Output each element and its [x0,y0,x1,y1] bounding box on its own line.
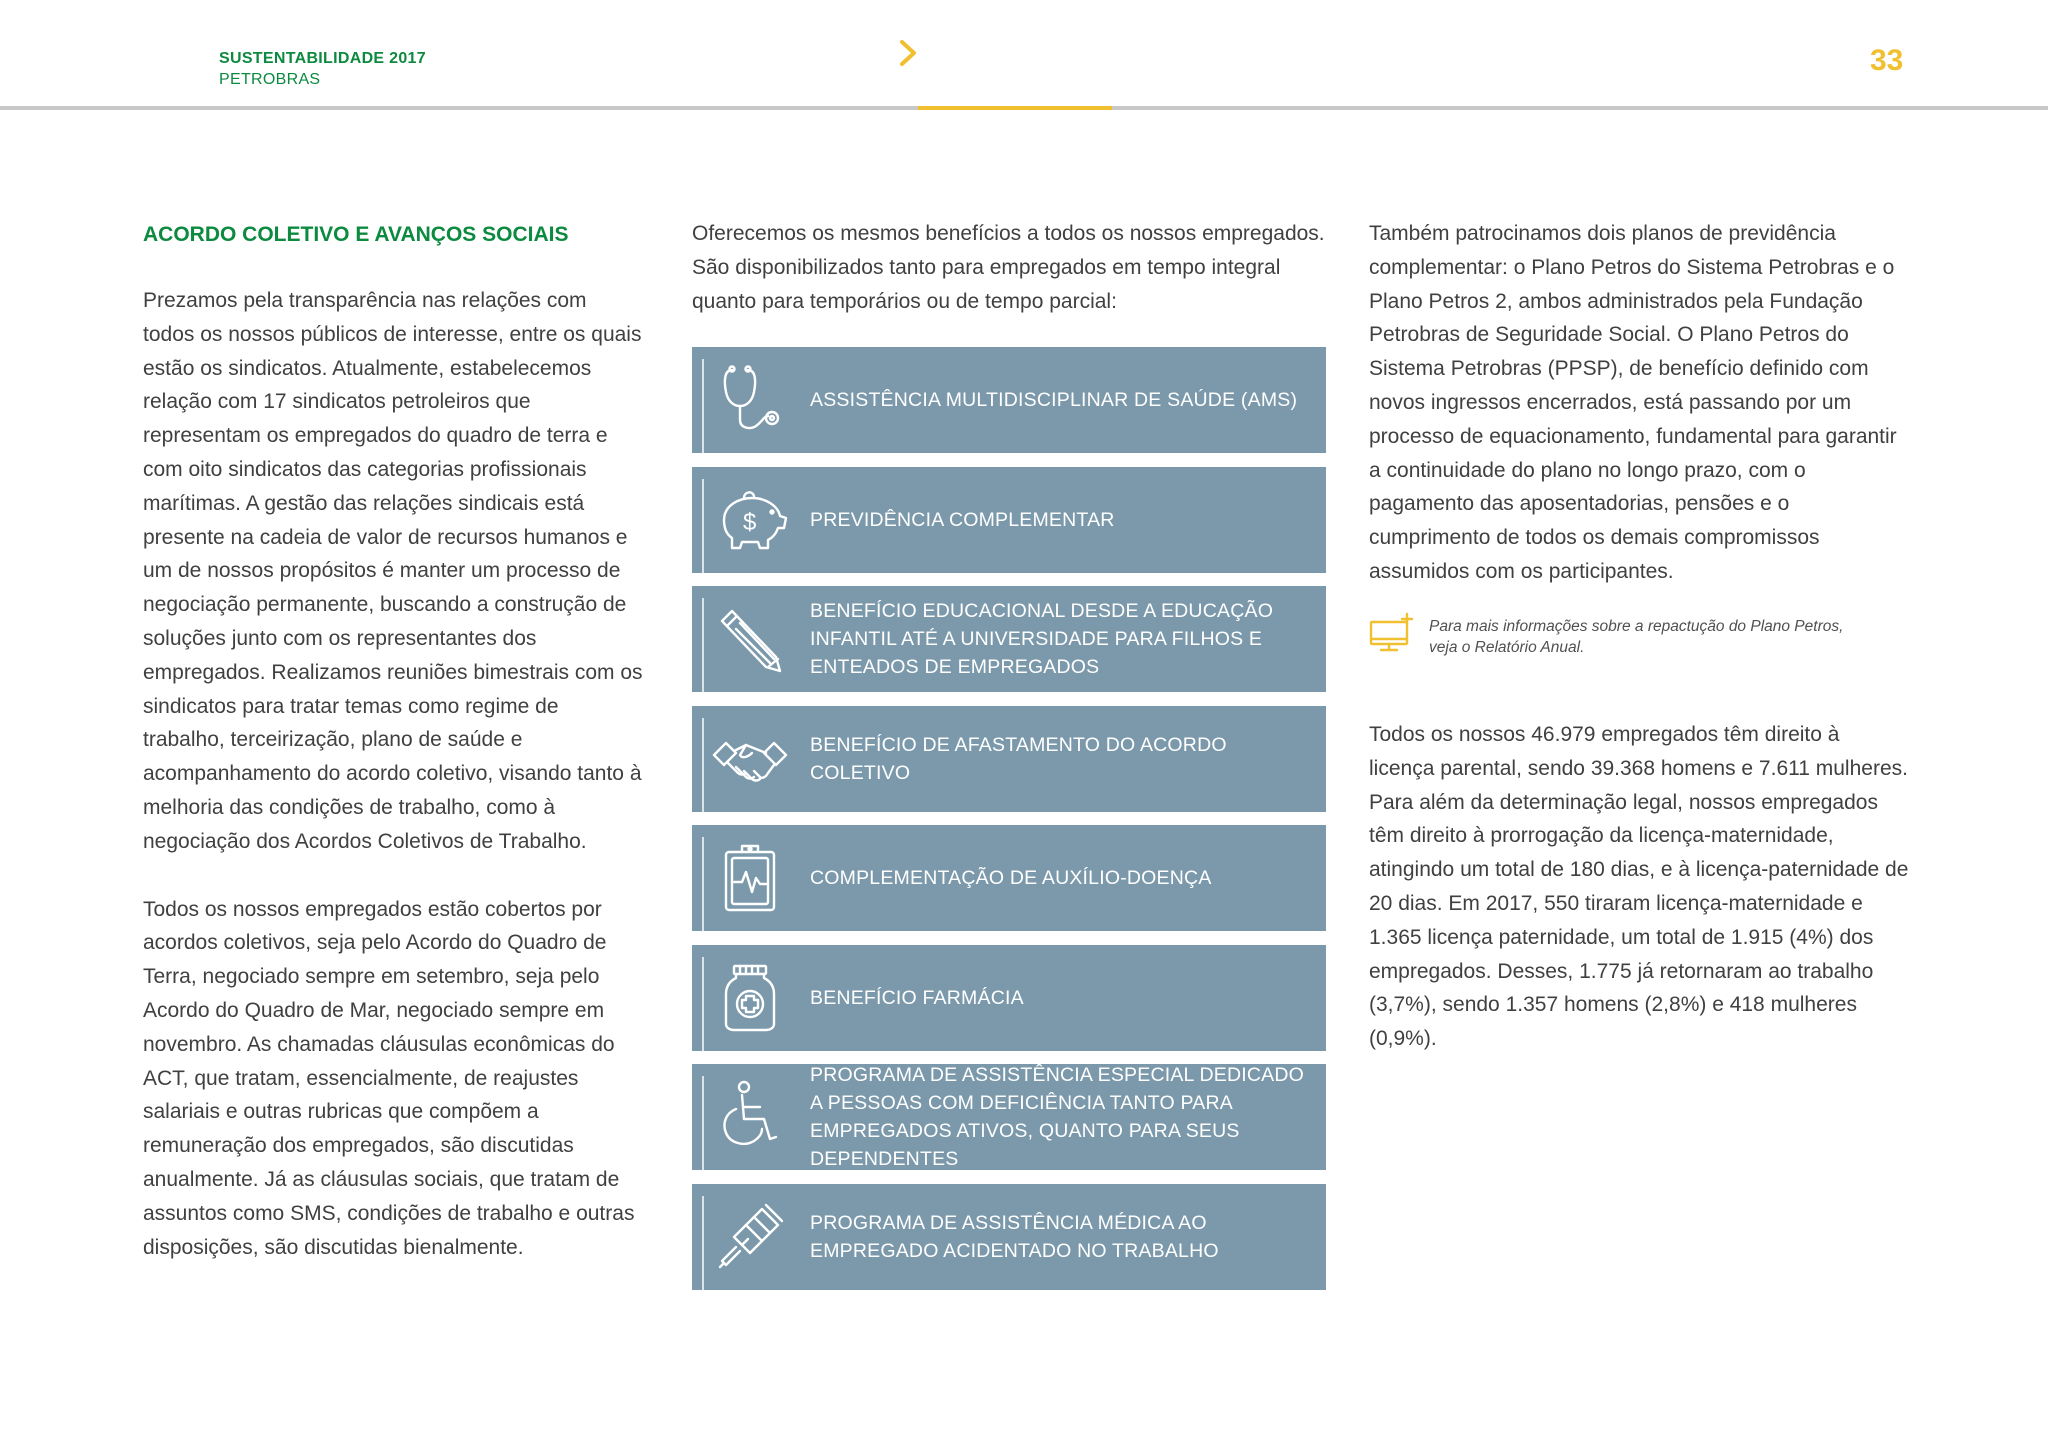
header-accent-bar [918,106,1112,110]
page-number: 33 [1870,44,1904,77]
benefits-list [692,347,1326,1303]
body-paragraph: Prezamos pela transparência nas relações com todos os nossos públicos de interesse, entre os quais estão os sindicatos. Atualmente, estabelecemos relação com 17 sindicatos petroleiros que representam os empregados do quadro de terra e com oito sindicatos das categorias profissionais marítimas. A gestão das relações sindicais está presente na cadeia de valor de recursos humanos e um de nossos propósitos é manter um processo de negociação permanente, buscando a construção de soluções junto com os representantes dos empregados. Realizamos reuniões bimestrais com os sindicatos para tratar temas como regime de trabalho, terceirização, plano de saúde e acompanhamento do acordo coletivo, visando tanto à melhoria das condições de trabalho, como à negociação dos Acordos Coletivos de Trabalho. [143,289,643,853]
right-column-lower [1369,718,1909,1056]
handshake-icon [710,719,790,799]
benefit-item [692,467,1326,573]
benefit-label: ASSISTÊNCIA MULTIDISCIPLINAR DE SAÚDE (AMS) [810,389,1298,411]
benefit-label: PREVIDÊNCIA COMPLEMENTAR [810,508,1115,531]
note-text: Para mais informações sobre a repactução do Plano Petros, veja o Relatório Anual. [1429,618,1844,656]
piggy-bank-icon [710,480,790,560]
benefit-label: PROGRAMA DE ASSISTÊNCIA MÉDICA AO EMPREGADO ACIDENTADO NO TRABALHO [810,1211,1219,1262]
chevron-right-icon[interactable] [896,38,922,68]
benefit-item [692,1064,1326,1170]
benefit-label: BENEFÍCIO DE AFASTAMENTO DO ACORDO COLETIVO [810,733,1227,784]
section-heading: ACORDO COLETIVO E AVANÇOS SOCIAIS [143,223,569,246]
info-note [1369,612,1889,672]
report-brand [219,48,426,90]
benefit-label: BENEFÍCIO EDUCACIONAL DESDE A EDUCAÇÃO INFANTIL ATÉ A UNIVERSIDADE PARA FILHOS E ENTEADOS DE EMPREGADOS [810,600,1274,678]
body-paragraph: Todos os nossos empregados estão cobertos por acordos coletivos, seja pelo Acordo do Quadro de Terra, negociado sempre em setembro, seja pelo Acordo do Quadro de Mar, negociado sempre em novembro. As chamadas cláusulas econômicas do ACT, que tratam, essencialmente, de reajustes salariais e outras rubricas que compõem a remuneração dos empregados, são discutidas anualmente. Já as cláusulas sociais, que tratam de assuntos como SMS, condições de trabalho e outras disposições, são discutidas bienalmente. [143,897,635,1259]
left-column [143,220,643,1264]
benefit-item [692,706,1326,812]
svg-text:$: $ [743,508,757,536]
benefit-item [692,1184,1326,1290]
wheelchair-icon [710,1077,790,1157]
benefit-label: COMPLEMENTAÇÃO DE AUXÍLIO-DOENÇA [810,867,1212,889]
right-column [1369,217,1909,589]
benefit-label: BENEFÍCIO FARMÁCIA [810,986,1024,1009]
benefit-item [692,347,1326,453]
monitor-plus-icon[interactable] [1369,612,1413,656]
middle-column [692,217,1332,318]
body-paragraph: Todos os nossos 46.979 empregados têm direito à licença parental, sendo 39.368 homens e 7.611 mulheres. Para além da determinação legal, nossos empregados têm direito à prorrogação da licença-maternidade, atingindo um total de 180 dias, e à licença-paternidade de 20 dias. Em 2017, 550 tiraram licença-maternidade e 1.365 licença paternidade, um total de 1.915 (4%) dos empregados. Desses, 1.775 já retornaram ao trabalho (3,7%), sendo 1.357 homens (2,8%) e 418 mulheres (0,9%). [1369,723,1909,1051]
report-title: SUSTENTABILIDADE 2017 [219,50,426,67]
pencil-icon [710,599,790,679]
clipboard-heartbeat-icon [710,838,790,918]
benefit-item [692,586,1326,692]
benefit-label: PROGRAMA DE ASSISTÊNCIA ESPECIAL DEDICADO A PESSOAS COM DEFICIÊNCIA TANTO PARA EMPREGADOS ATIVOS, QUANTO PARA SEUS DEPENDENTES [810,1064,1305,1170]
company-name: PETROBRAS [219,71,321,88]
benefit-item [692,825,1326,931]
benefit-item [692,945,1326,1051]
page-header [0,0,2048,110]
body-paragraph: Também patrocinamos dois planos de previdência complementar: o Plano Petros do Sistema Petrobras e o Plano Petros 2, ambos administrados pela Fundação Petrobras de Seguridade Social. O Plano Petros do Sistema Petrobras (PPSP), de benefício definido com novos ingressos encerrados, está passando por um processo de equacionamento, fundamental para garantir a continuidade do plano no longo prazo, com o pagamento das aposentadorias, pensões e o cumprimento de todos os demais compromissos assumidos com os participantes. [1369,222,1897,583]
benefits-intro: Oferecemos os mesmos benefícios a todos os nossos empregados. São disponibilizados tanto para empregados em tempo integral quanto para temporários ou de tempo parcial: [692,222,1325,313]
medicine-jar-icon [710,958,790,1038]
stethoscope-icon [710,360,790,440]
crutch-icon [710,1197,790,1277]
